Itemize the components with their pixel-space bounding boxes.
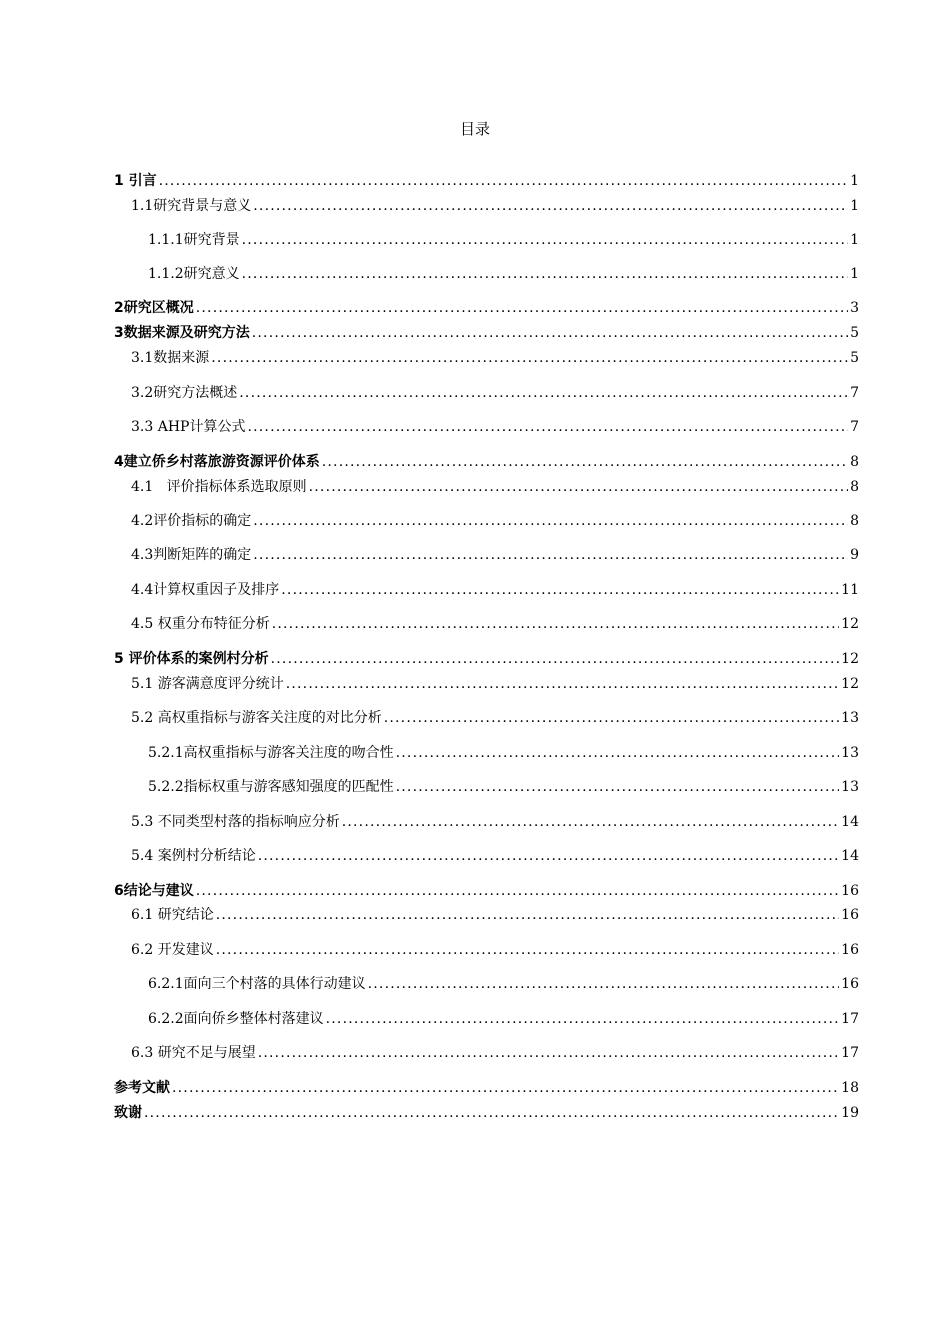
toc-leader-dots	[253, 198, 848, 214]
toc-entry-label: 6.1 研究结论	[131, 907, 214, 923]
toc-leader-dots	[242, 232, 848, 248]
toc-entry-label: 5.2.2指标权重与游客感知强度的匹配性	[148, 779, 394, 795]
toc-page-number: 1	[850, 198, 859, 214]
toc-page-number: 12	[841, 616, 859, 632]
toc-page-number: 7	[850, 385, 859, 401]
toc-entry-label: 3.1数据来源	[131, 350, 210, 366]
toc-leader-dots	[211, 350, 848, 366]
toc-entry-label: 2研究区概况	[114, 300, 194, 316]
toc-page-number: 13	[841, 710, 859, 726]
toc-leader-dots	[253, 513, 848, 529]
toc-leader-dots	[322, 454, 848, 470]
toc-entry[interactable]	[131, 707, 859, 727]
toc-entry[interactable]	[131, 939, 859, 959]
toc-leader-dots	[216, 942, 839, 958]
toc-page-number: 1	[850, 173, 859, 189]
toc-leader-dots	[253, 547, 848, 563]
toc-entry[interactable]	[131, 544, 859, 564]
toc-entry-label: 4.4计算权重因子及排序	[131, 582, 280, 598]
toc-entry[interactable]	[114, 322, 859, 342]
toc-entry-label: 4.2评价指标的确定	[131, 513, 252, 529]
toc-page-number: 16	[841, 907, 859, 923]
toc-leader-dots	[216, 907, 839, 923]
toc-entry-label: 1.1研究背景与意义	[131, 198, 252, 214]
toc-page-number: 11	[841, 582, 859, 598]
toc-leader-dots	[281, 582, 839, 598]
toc-page-number: 5	[850, 350, 859, 366]
toc-leader-dots	[247, 419, 848, 435]
toc-entry-label: 4.3判断矩阵的确定	[131, 547, 252, 563]
toc-entry[interactable]	[114, 648, 859, 668]
toc-entry[interactable]	[148, 263, 859, 283]
toc-entry-label: 1 引言	[114, 173, 157, 189]
toc-entry-label: 6结论与建议	[114, 883, 194, 899]
toc-entry-label: 3.2研究方法概述	[131, 385, 238, 401]
toc-leader-dots	[326, 1011, 840, 1027]
toc-page-number: 16	[841, 942, 859, 958]
toc-entry[interactable]	[131, 1042, 859, 1062]
toc-entry-label: 1.1.1研究背景	[148, 232, 240, 248]
toc-entry[interactable]	[114, 297, 859, 317]
toc-leader-dots	[271, 651, 840, 667]
toc-entry-label: 4建立侨乡村落旅游资源评价体系	[114, 454, 320, 470]
toc-entry[interactable]	[148, 742, 859, 762]
toc-page-number: 1	[850, 232, 859, 248]
toc-page-number: 18	[841, 1080, 859, 1096]
toc-page-number: 7	[850, 419, 859, 435]
toc-entry[interactable]	[131, 673, 859, 693]
toc-page-number: 17	[841, 1045, 859, 1061]
toc-leader-dots	[368, 976, 840, 992]
toc-page-number: 12	[841, 676, 859, 692]
toc-entry[interactable]	[131, 811, 859, 831]
toc-entry[interactable]	[114, 880, 859, 900]
toc-leader-dots	[384, 710, 839, 726]
toc-entry-label: 5.4 案例村分析结论	[131, 848, 256, 864]
toc-leader-dots	[252, 325, 848, 341]
toc-entry[interactable]	[148, 776, 859, 796]
toc-page-number: 16	[841, 883, 859, 899]
toc-page-number: 8	[850, 513, 859, 529]
toc-entry[interactable]	[131, 510, 859, 530]
toc-entry-label: 5.1 游客满意度评分统计	[131, 676, 284, 692]
toc-page-number: 17	[841, 1011, 859, 1027]
toc-entry-label: 5.2 高权重指标与游客关注度的对比分析	[131, 710, 382, 726]
toc-entry-label: 5 评价体系的案例村分析	[114, 651, 269, 667]
toc-entry-label: 4.5 权重分布特征分析	[131, 616, 270, 632]
toc-page-number: 3	[850, 300, 859, 316]
toc-entry-label: 6.2 开发建议	[131, 942, 214, 958]
toc-entry[interactable]	[131, 347, 859, 367]
toc-entry-label: 5.2.1高权重指标与游客关注度的吻合性	[148, 745, 394, 761]
toc-entry-label: 4.1 评价指标体系选取原则	[131, 479, 307, 495]
toc-entry[interactable]	[148, 973, 859, 993]
toc-page-number: 5	[850, 325, 859, 341]
toc-leader-dots	[309, 479, 848, 495]
toc-entry[interactable]	[131, 579, 859, 599]
toc-entry[interactable]	[114, 1102, 859, 1122]
toc-entry-label: 6.2.2面向侨乡整体村落建议	[148, 1011, 324, 1027]
toc-page-number: 19	[841, 1105, 859, 1121]
toc-page-number: 8	[850, 479, 859, 495]
toc-entry[interactable]	[131, 904, 859, 924]
toc-leader-dots	[172, 1080, 839, 1096]
toc-entry[interactable]	[114, 170, 859, 190]
toc-entry-label: 3.3 AHP计算公式	[131, 419, 246, 435]
toc-entry[interactable]	[131, 195, 859, 215]
toc-leader-dots	[258, 848, 839, 864]
toc-page-number: 16	[841, 976, 859, 992]
toc-page-number: 14	[841, 814, 859, 830]
toc-entry[interactable]	[131, 845, 859, 865]
toc-leader-dots	[144, 1105, 839, 1121]
toc-leader-dots	[196, 883, 839, 899]
toc-leader-dots	[239, 385, 848, 401]
toc-page-number: 12	[841, 651, 859, 667]
toc-page-number: 13	[841, 745, 859, 761]
toc-page-number: 1	[850, 266, 859, 282]
toc-entry-label: 6.2.1面向三个村落的具体行动建议	[148, 976, 366, 992]
toc-leader-dots	[396, 779, 840, 795]
toc-page-number: 9	[850, 547, 859, 563]
toc-leader-dots	[286, 676, 839, 692]
toc-leader-dots	[196, 300, 848, 316]
toc-leader-dots	[396, 745, 840, 761]
toc-leader-dots	[242, 266, 848, 282]
toc-page-number: 14	[841, 848, 859, 864]
toc-leader-dots	[272, 616, 839, 632]
toc-leader-dots	[258, 1045, 839, 1061]
toc-page-number: 13	[841, 779, 859, 795]
toc-leader-dots	[159, 173, 848, 189]
toc-entry[interactable]	[131, 476, 859, 496]
toc-entry[interactable]	[131, 382, 859, 402]
toc-entry[interactable]	[114, 1077, 859, 1097]
toc-entry-label: 1.1.2研究意义	[148, 266, 240, 282]
toc-entry[interactable]	[148, 1008, 859, 1028]
toc-entry-label: 参考文献	[114, 1080, 170, 1096]
toc-entry[interactable]	[131, 613, 859, 633]
toc-entry[interactable]	[131, 416, 859, 436]
toc-page-number: 8	[850, 454, 859, 470]
toc-entry-label: 6.3 研究不足与展望	[131, 1045, 256, 1061]
toc-title: 目录	[459, 120, 490, 138]
toc-entry[interactable]	[148, 229, 859, 249]
toc-entry-label: 3数据来源及研究方法	[114, 325, 250, 341]
toc-entry[interactable]	[114, 451, 859, 471]
toc-leader-dots	[342, 814, 839, 830]
toc-entry-label: 致谢	[114, 1105, 142, 1121]
toc-entry-label: 5.3 不同类型村落的指标响应分析	[131, 814, 340, 830]
